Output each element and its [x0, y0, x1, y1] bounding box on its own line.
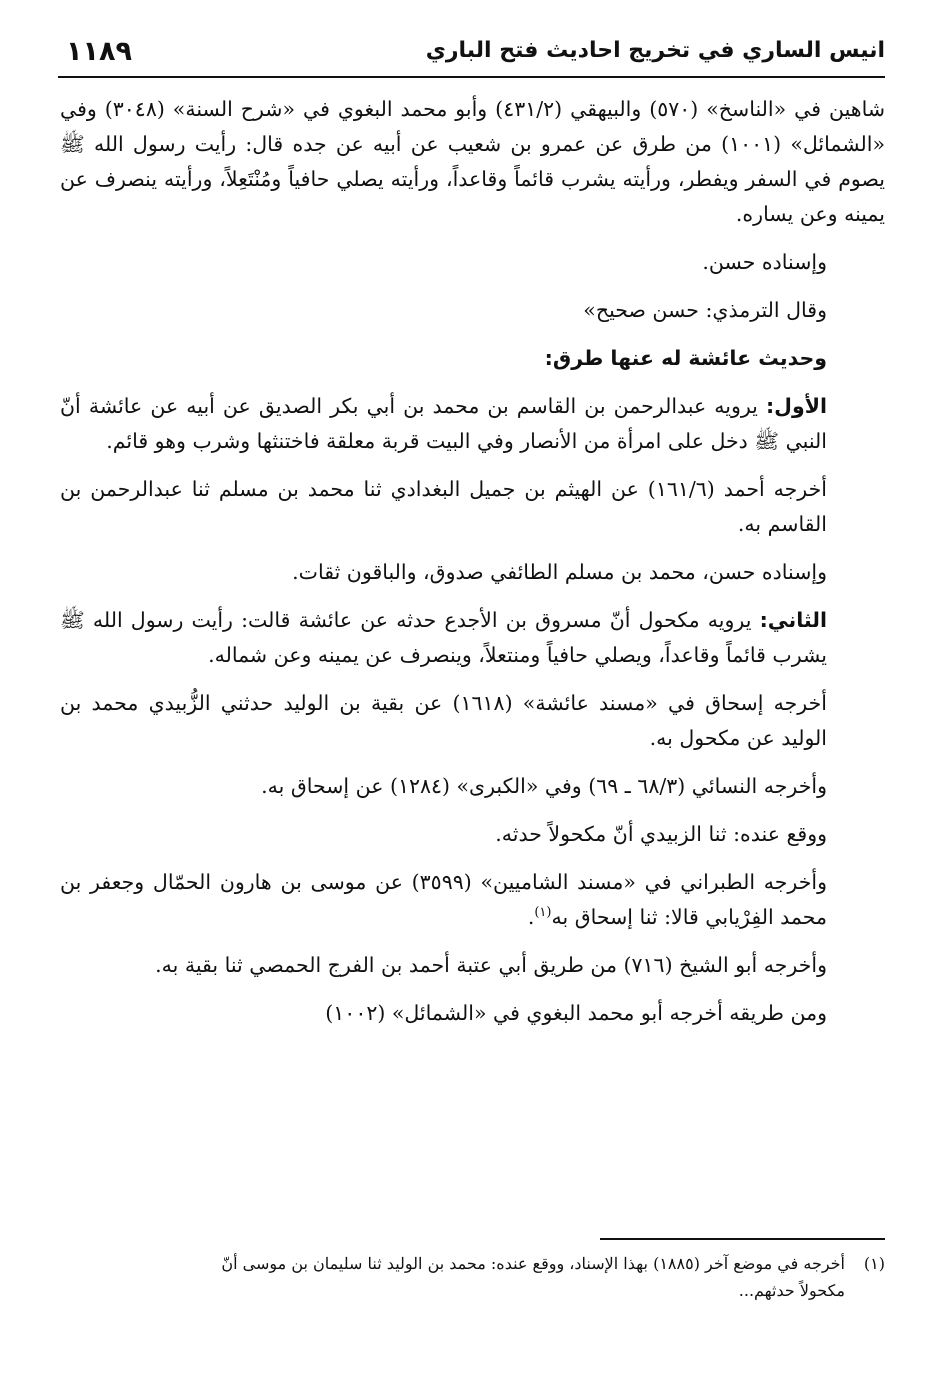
paragraph-text: يرويه مكحول أنّ مسروق بن الأجدع حدثه عن عائشة قالت: رأيت رسول الله ﷺ يشرب قائماً وقاعداً، ويصلي حافياً ومنتعلاً، وينصرف عن يمينه وعن شماله. [60, 608, 827, 667]
footnote-text: أخرجه في موضع آخر (١٨٨٥) بهذا الإسناد، ووقع عنده: محمد بن الوليد ثنا سليمان بن موسى أنّ [221, 1254, 845, 1273]
paragraph [60, 865, 885, 935]
paragraph-lead: الثاني: [759, 608, 827, 632]
paragraph: وقال الترمذي: حسن صحيح» [583, 298, 827, 322]
footnote [60, 1250, 885, 1304]
paragraph-text: يرويه عبدالرحمن بن القاسم بن محمد بن أبي بكر الصديق عن أبيه عن عائشة أنّ النبي ﷺ دخل على امرأة من الأنصار وفي البيت قربة معلقة فاختنثها وشرب وهو قائم. [60, 394, 827, 453]
paragraph: وإسناده حسن. [702, 250, 827, 274]
paragraph-end: . [527, 905, 535, 929]
paragraph [60, 389, 885, 459]
page-header [58, 30, 885, 78]
paragraph: ومن طريقه أخرجه أبو محمد البغوي في «الشمائل» (١٠٠٢) [325, 1001, 827, 1025]
footnote-reference: (١) [534, 905, 552, 921]
paragraph: أخرجه أحمد (١٦١/٦) عن الهيثم بن جميل البغدادي ثنا محمد بن مسلم ثنا عبدالرحمن بن القاسم به. [60, 477, 827, 536]
running-title: انيس الساري في تخريج احاديث فتح الباري [425, 38, 885, 63]
footnote-marker: (١) [863, 1254, 885, 1273]
page-number: ١١٨٩ [66, 36, 132, 67]
paragraph: أخرجه إسحاق في «مسند عائشة» (١٦١٨) عن بقية بن الوليد حدثني الزُّبيدي محمد بن الوليد عن مكحول به. [60, 691, 827, 750]
footnote-divider [600, 1238, 885, 1240]
paragraph-text: وأخرجه الطبراني في «مسند الشاميين» (٣٥٩٩) عن موسى بن هارون الحمّال وجعفر بن محمد الفِرْيابي قالا: ثنا إسحاق به [60, 870, 827, 929]
paragraph: وأخرجه النسائي (٦٨/٣ ـ ٦٩) وفي «الكبرى» (١٢٨٤) عن إسحاق به. [261, 774, 827, 798]
paragraph: ووقع عنده: ثنا الزبيدي أنّ مكحولاً حدثه. [495, 822, 827, 846]
footnote-line [60, 1250, 885, 1277]
paragraph: وإسناده حسن، محمد بن مسلم الطائفي صدوق، والباقون ثقات. [292, 560, 827, 584]
footnote-line: مكحولاً حدثهم... [738, 1281, 845, 1300]
paragraph: وأخرجه أبو الشيخ (٧١٦) من طريق أبي عتبة أحمد بن الفرج الحمصي ثنا بقية به. [155, 953, 827, 977]
main-text [60, 92, 885, 1044]
paragraph [60, 603, 885, 673]
section-heading: وحديث عائشة له عنها طرق: [544, 346, 827, 370]
paragraph: شاهين في «الناسخ» (٥٧٠) والبيهقي (٤٣١/٢) وأبو محمد البغوي في «شرح السنة» (٣٠٤٨) وفي «الشمائل» (١٠٠١) من طرق عن عمرو بن شعيب عن أبيه عن جده قال: رأيت رسول الله ﷺ يصوم في السفر ويفطر، ورأيته يشرب قائماً وقاعداً، ورأيته يصلي حافياً ومُنْتَعِلاً، ورأيته ينصرف عن يمينه وعن يساره. [60, 97, 886, 226]
paragraph-lead: الأول: [765, 394, 827, 418]
